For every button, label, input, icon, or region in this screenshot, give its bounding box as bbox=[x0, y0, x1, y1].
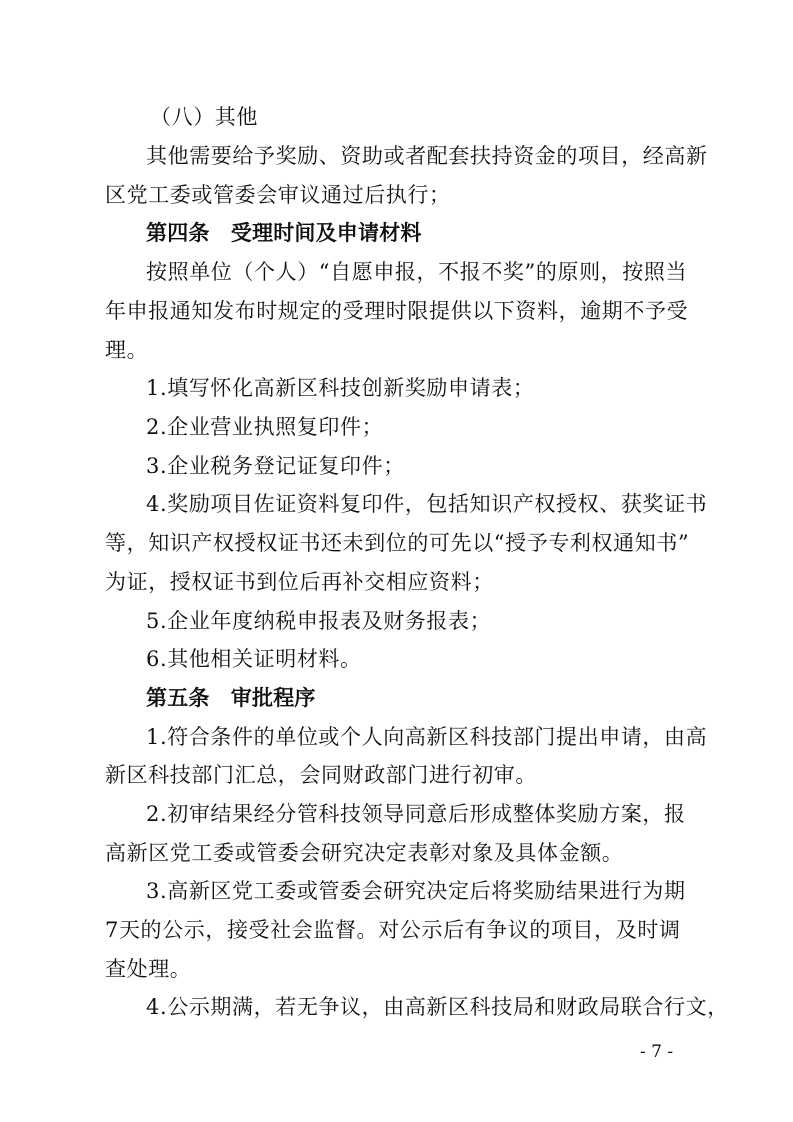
paragraph-line: 高新区党工委或管委会研究决定表彰对象及具体金额。 bbox=[105, 841, 624, 865]
page-number: - 7 - bbox=[640, 1042, 674, 1062]
list-item: 3.高新区党工委或管委会研究决定后将奖励结果进行为期 bbox=[146, 879, 686, 903]
list-item: 4.公示期满，若无争议，由高新区科技局和财政局联合行文， bbox=[146, 995, 729, 1019]
list-item: 2.企业营业执照复印件； bbox=[146, 415, 384, 439]
paragraph-line: 为证，授权证书到位后再补交相应资料； bbox=[105, 570, 494, 594]
list-item: 3.企业税务登记证复印件； bbox=[146, 454, 405, 478]
paragraph-line: 查处理。 bbox=[105, 957, 192, 981]
article-heading: 第四条 受理时间及申请材料 bbox=[146, 221, 422, 245]
paragraph-line: 区党工委或管委会审议通过后执行； bbox=[105, 183, 451, 207]
paragraph-line: 新区科技部门汇总，会同财政部门进行初审。 bbox=[105, 763, 537, 787]
paragraph-line: 其他需要给予奖励、资助或者配套扶持资金的项目，经高新 bbox=[146, 144, 708, 168]
list-item: 5.企业年度纳税申报表及财务报表； bbox=[146, 609, 492, 633]
paragraph-line: 年申报通知发布时规定的受理时限提供以下资料，逾期不予受 bbox=[105, 299, 689, 323]
list-item: 1.符合条件的单位或个人向高新区科技部门提出申请，由高 bbox=[146, 725, 708, 749]
paragraph-line: 理。 bbox=[105, 338, 149, 362]
paragraph-line: 等，知识产权授权证书还未到位的可先以“授予专利权通知书” bbox=[105, 531, 690, 555]
article-heading: 第五条 审批程序 bbox=[146, 686, 316, 710]
paragraph-line: 7天的公示，接受社会监督。对公示后有争议的项目，及时调 bbox=[105, 918, 681, 942]
subsection-heading: （八）其他 bbox=[150, 105, 258, 129]
paragraph-line: 按照单位（个人）“自愿申报，不报不奖”的原则，按照当 bbox=[146, 260, 688, 284]
list-item: 1.填写怀化高新区科技创新奖励申请表； bbox=[146, 376, 535, 400]
list-item: 2.初审结果经分管科技领导同意后形成整体奖励方案，报 bbox=[146, 802, 686, 826]
list-item: 4.奖励项目佐证资料复印件，包括知识产权授权、获奖证书 bbox=[146, 492, 708, 516]
list-item: 6.其他相关证明材料。 bbox=[146, 647, 362, 671]
